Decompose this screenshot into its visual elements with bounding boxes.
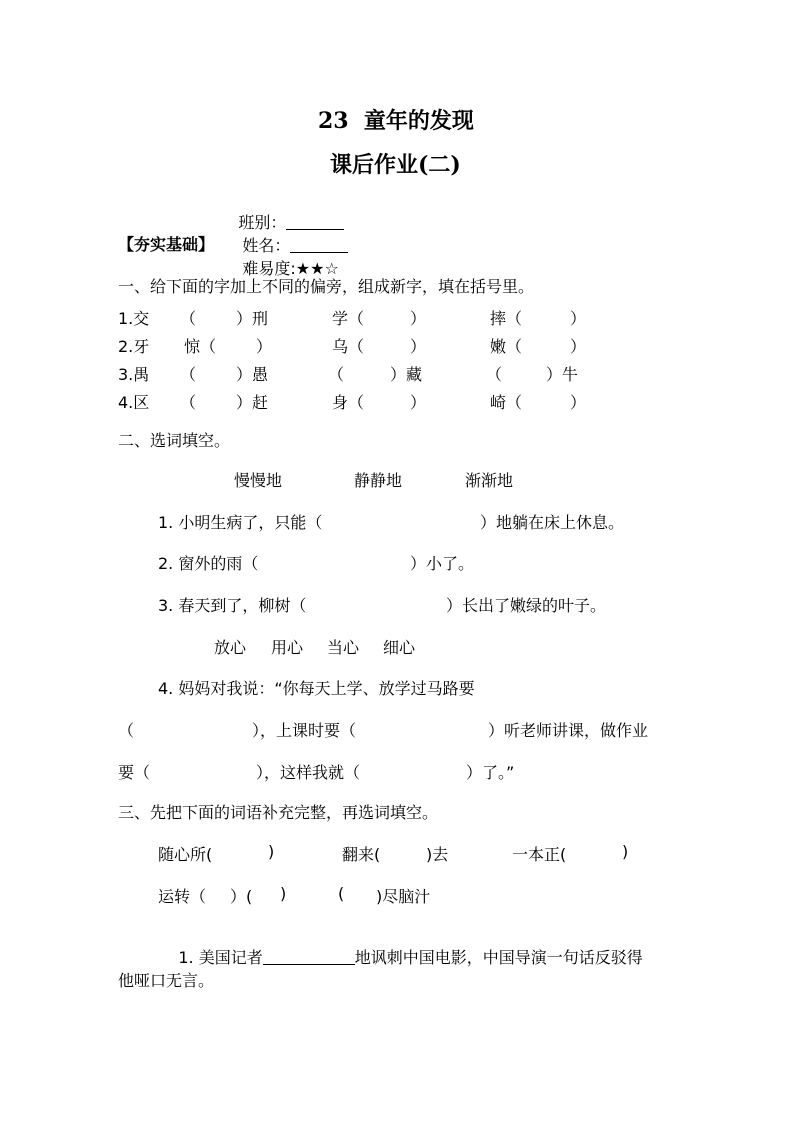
q1-r2-c5: ） bbox=[410, 337, 427, 356]
q3-s1-blank[interactable] bbox=[263, 964, 355, 965]
q1-r3-c4: （ bbox=[328, 365, 345, 384]
q1-r3-c5: ）藏 bbox=[390, 365, 423, 384]
q1-r4-c3: ）赶 bbox=[236, 393, 269, 412]
q1-title: 一、给下面的字加上不同的偏旁，组成新字，填在括号里。 bbox=[118, 277, 535, 296]
q2-s1-start: 1. 小明生病了，只能（ bbox=[158, 513, 323, 532]
q3-s1-line2: 他哑口无言。 bbox=[118, 971, 215, 990]
q1-r2-c6: 嫩（ bbox=[490, 337, 523, 356]
q1-r3-c1: 3.禺 bbox=[118, 365, 150, 384]
q2-s4-line2-a: （ bbox=[118, 721, 135, 740]
q2-s3-start: 3. 春天到了，柳树（ bbox=[158, 596, 307, 615]
q2-s4-line3-c: ）了。” bbox=[466, 763, 515, 782]
name-label: 姓名： bbox=[242, 236, 291, 255]
idiom-1a: 随心所( bbox=[158, 845, 213, 864]
q1-r4-c2: （ bbox=[180, 393, 197, 412]
q1-r4-c5: ） bbox=[410, 393, 427, 412]
q1-r2-c7: ） bbox=[570, 337, 587, 356]
q1-r1-c6: 摔（ bbox=[490, 309, 523, 328]
word-option: 渐渐地 bbox=[465, 471, 514, 490]
q1-r2-c2: 惊（ bbox=[184, 337, 217, 356]
q2-s4-line3-b: ），这样我就（ bbox=[256, 763, 361, 782]
q3-s1-end: 地讽刺中国电影，中国导演一句话反驳得 bbox=[354, 948, 643, 967]
idiom-2b: )去 bbox=[426, 845, 449, 864]
idiom-3b: ) bbox=[622, 842, 629, 861]
q3-title: 三、先把下面的词语补充完整，再选词填空。 bbox=[118, 803, 439, 822]
q1-r1-c5: ） bbox=[410, 309, 427, 328]
page-title: 23 童年的发现 bbox=[318, 108, 474, 134]
q3-s1-start: 1. 美国记者 bbox=[178, 948, 263, 967]
q1-r4-c1: 4.区 bbox=[118, 393, 150, 412]
q1-r1-c2: （ bbox=[180, 309, 197, 328]
page-subtitle: 课后作业(二) bbox=[330, 152, 461, 178]
q3-s1-line1 bbox=[158, 926, 643, 987]
idiom-5a: ( bbox=[338, 884, 345, 903]
q2-s2-end: ）小了。 bbox=[410, 554, 475, 573]
q1-r2-c3: ） bbox=[256, 337, 273, 356]
q2-s1-end: ）地躺在床上休息。 bbox=[480, 513, 625, 532]
q1-r4-c7: ） bbox=[570, 393, 587, 412]
q1-r3-c6: （ bbox=[486, 365, 503, 384]
idiom-1b: ) bbox=[268, 842, 275, 861]
q1-r2-c4: 乌（ bbox=[332, 337, 365, 356]
class-blank[interactable] bbox=[286, 229, 344, 230]
q2-s4-line3-a: 要（ bbox=[118, 763, 151, 782]
name-blank[interactable] bbox=[290, 252, 348, 253]
difficulty-stars: ★★☆ bbox=[295, 259, 339, 278]
q1-r3-c3: ）愚 bbox=[236, 365, 269, 384]
idiom-5b: )尽脑汁 bbox=[376, 887, 431, 906]
q2-s3-end: ）长出了嫩绿的叶子。 bbox=[446, 596, 607, 615]
q1-r3-c7: ）牛 bbox=[546, 365, 579, 384]
word-option: 用心 bbox=[271, 638, 304, 657]
word-option: 当心 bbox=[327, 638, 360, 657]
q1-r2-c1: 2.牙 bbox=[118, 337, 150, 356]
difficulty-label: 难易度: bbox=[242, 259, 296, 278]
q1-r1-c1: 1.交 bbox=[118, 309, 150, 328]
q2-title: 二、选词填空。 bbox=[118, 431, 231, 450]
class-label: 班别： bbox=[238, 213, 287, 232]
q1-r3-c2: （ bbox=[180, 365, 197, 384]
word-option: 静静地 bbox=[354, 471, 403, 490]
q1-r1-c3: ）刑 bbox=[236, 309, 269, 328]
q2-s4-line2-b: ），上课时要（ bbox=[252, 721, 357, 740]
word-option: 慢慢地 bbox=[234, 471, 283, 490]
idiom-4b: ）( bbox=[230, 887, 253, 906]
idiom-4a: 运转（ bbox=[158, 887, 207, 906]
q1-r4-c4: 身（ bbox=[332, 393, 365, 412]
q2-s4-line1: 4. 妈妈对我说：“你每天上学、放学过马路要 bbox=[158, 679, 475, 698]
idiom-2a: 翻来( bbox=[342, 845, 381, 864]
q1-r4-c6: 崎（ bbox=[490, 393, 523, 412]
idiom-3a: 一本正( bbox=[512, 845, 567, 864]
section-heading: 【夯实基础】 bbox=[118, 235, 215, 254]
q1-r1-c4: 学（ bbox=[332, 309, 365, 328]
idiom-4c: ) bbox=[280, 884, 287, 903]
q1-r1-c7: ） bbox=[570, 309, 587, 328]
word-option: 细心 bbox=[383, 638, 416, 657]
word-option: 放心 bbox=[214, 638, 247, 657]
q2-s4-line2-c: ）听老师讲课，做作业 bbox=[488, 721, 649, 740]
q2-s2-start: 2. 窗外的雨（ bbox=[158, 554, 259, 573]
